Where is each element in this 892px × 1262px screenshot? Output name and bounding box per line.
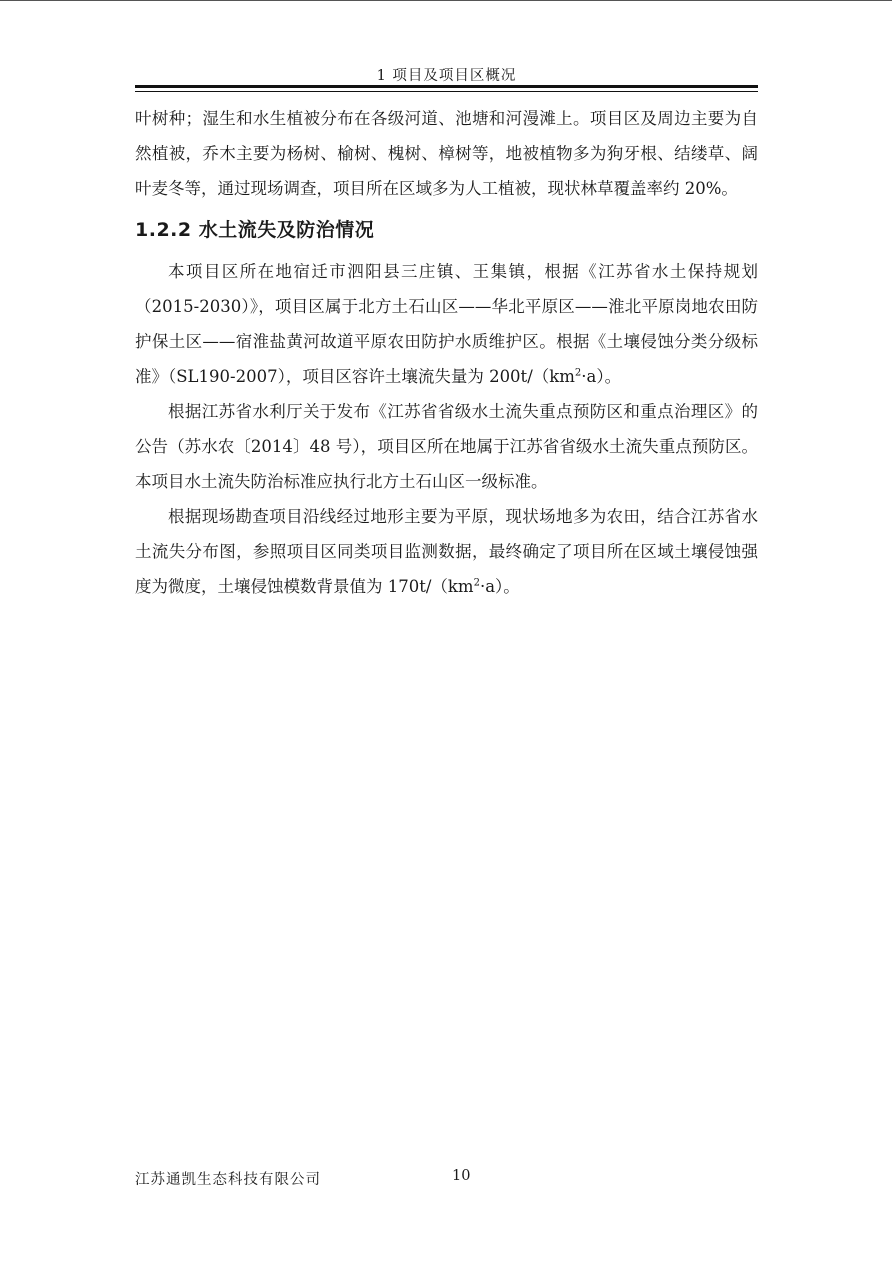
paragraph-erosion-zoning [135, 254, 758, 394]
running-header: 1 项目及项目区概况 [376, 68, 517, 84]
superscript: 2 [574, 367, 582, 379]
paragraph-prevention-zone: 根据江苏省水利厅关于发布《江苏省省级水土流失重点预防区和重点治理区》的公告（苏水农〔2014〕48 号），项目区所在地属于江苏省省级水土流失重点预防区。本项目水土流失防治标准应执行北方土石山区一级标准。 [135, 402, 758, 491]
page-content [135, 101, 758, 604]
page-top-border [0, 0, 892, 1]
section-heading: 1.2.2 水土流失及防治情况 [135, 219, 375, 241]
paragraph-text: 根据现场勘查项目沿线经过地形主要为平原，现状场地多为农田，结合江苏省水土流失分布图，参照项目区同类项目监测数据，最终确定了项目所在区域土壤侵蚀强度为微度，土壤侵蚀模数背景值为 170t/（km [135, 507, 758, 596]
header-rule-thick [135, 85, 758, 88]
footer-company-name: 江苏通凯生态科技有限公司 [135, 1172, 321, 1188]
superscript: 2 [473, 577, 480, 589]
paragraph-text: 本项目区所在地宿迁市泗阳县三庄镇、王集镇，根据《江苏省水土保持规划（2015-2030）》，项目区属于北方土石山区——华北平原区——淮北平原岗地农田防护保土区——宿淮盐黄河故道平原农田防护水质维护区。根据《土壤侵蚀分类分级标准》（SL190-2007），项目区容许土壤流失量为 200t/（km [135, 262, 758, 386]
paragraph-text: ·a）。 [581, 367, 622, 386]
paragraph-text: ·a）。 [479, 577, 520, 596]
paragraph-vegetation-continued: 叶树种；湿生和水生植被分布在各级河道、池塘和河漫滩上。项目区及周边主要为自然植被，乔木主要为杨树、榆树、槐树、樟树等，地被植物多为狗牙根、结缕草、阔叶麦冬等，通过现场调查，项目所在区域多为人工植被，现状林草覆盖率约 20%。 [135, 109, 758, 198]
footer-page-number: 10 [452, 1168, 471, 1184]
header-rule-thin [135, 91, 758, 92]
paragraph-erosion-background [135, 499, 758, 604]
